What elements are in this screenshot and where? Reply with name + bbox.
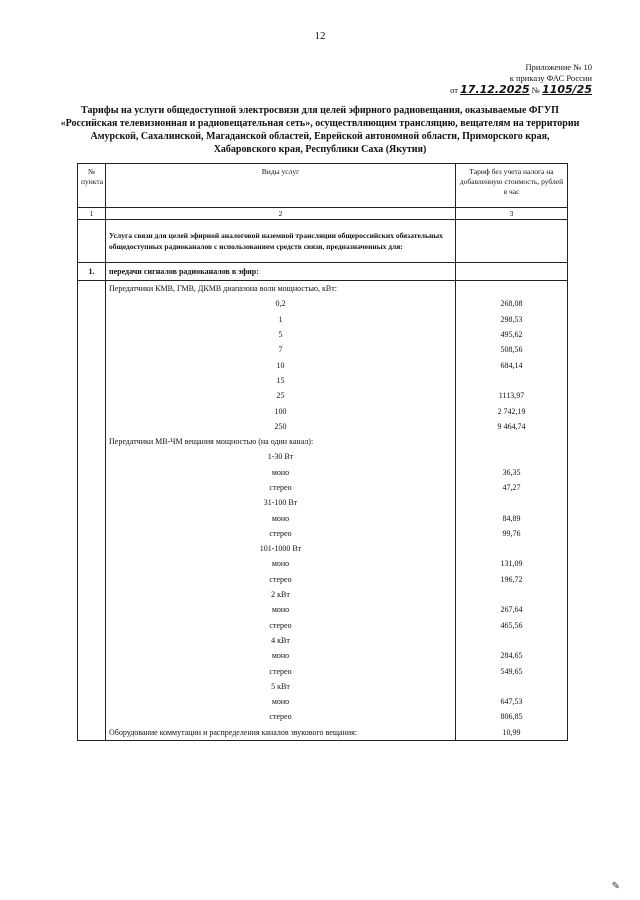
row-value: 10,99: [456, 725, 568, 741]
row-value: [456, 495, 568, 510]
row-label: 5 кВт: [106, 679, 456, 694]
row-label: моно: [106, 694, 456, 709]
row-number-cell: [78, 679, 106, 694]
table-row: [78, 648, 568, 663]
annex-line-1: Приложение № 10: [525, 62, 592, 72]
row-number-cell: [78, 296, 106, 311]
row-value: [456, 541, 568, 556]
row-number-cell: [78, 495, 106, 510]
row-number-cell: [78, 480, 106, 495]
row-label: моно: [106, 602, 456, 617]
table-row: [78, 572, 568, 587]
row-value: 495,62: [456, 327, 568, 342]
row-value: 508,56: [456, 342, 568, 357]
row-value: 131,09: [456, 556, 568, 571]
page-number: 12: [314, 30, 326, 42]
row-value: 196,72: [456, 572, 568, 587]
row-label: Передатчики КМВ, ГМВ, ДКМВ диапазона волн мощностью, кВт:: [106, 281, 456, 297]
row-number-cell: [78, 434, 106, 449]
column-number-row: [78, 208, 568, 220]
table-row: [78, 465, 568, 480]
annex-order-line: [442, 84, 592, 96]
row-number-cell: [78, 587, 106, 602]
table-row: [78, 495, 568, 510]
row-label: 4 кВт: [106, 633, 456, 648]
row-number-cell: [78, 572, 106, 587]
row-value: [456, 587, 568, 602]
row-number-cell: [78, 541, 106, 556]
table-row: [78, 357, 568, 372]
row-value: 2 742,19: [456, 403, 568, 418]
row-label: моно: [106, 510, 456, 525]
header-service-types: Виды услуг: [106, 164, 456, 208]
row-label: Передатчики МВ-ЧМ вещания мощностью (на один канал):: [106, 434, 456, 449]
table-row: [78, 419, 568, 434]
table-row: [78, 434, 568, 449]
row-number-cell: [78, 725, 106, 741]
subsection-description: передачи сигналов радиоканалов в эфир:: [106, 263, 456, 281]
table-row: [78, 449, 568, 464]
row-number-cell: [78, 633, 106, 648]
table-row: [78, 388, 568, 403]
annex-order-number: 1105/25: [542, 83, 592, 96]
row-value: 806,85: [456, 709, 568, 724]
row-number-cell: [78, 526, 106, 541]
section-description: Услуга связи для целей эфирной аналоговой наземной трансляции общероссийских обязательных общедоступных радиоканалов с использованием средств связи, предназначенных для:: [106, 220, 456, 263]
row-label: стерео: [106, 480, 456, 495]
table-row: [78, 510, 568, 525]
column-number-3: 3: [456, 208, 568, 220]
row-label: 0,2: [106, 296, 456, 311]
subsection-row: [78, 263, 568, 281]
row-value: 268,08: [456, 296, 568, 311]
row-label: моно: [106, 648, 456, 663]
row-number-cell: [78, 602, 106, 617]
row-number-cell: [78, 403, 106, 418]
row-value: 647,53: [456, 694, 568, 709]
header-item-number: № пункта: [78, 164, 106, 208]
row-value: 1113,97: [456, 388, 568, 403]
row-value: 47,27: [456, 480, 568, 495]
table-row: [78, 556, 568, 571]
row-value: 84,89: [456, 510, 568, 525]
row-label: моно: [106, 556, 456, 571]
table-row: [78, 633, 568, 648]
annex-date: 17.12.2025: [460, 83, 530, 96]
column-number-1: 1: [78, 208, 106, 220]
row-label: 31-100 Вт: [106, 495, 456, 510]
table-row: [78, 694, 568, 709]
document-title: Тарифы на услуги общедоступной электросвязи для целей эфирного радиовещания, оказываемые ФГУП «Российская телевизионная и радиовещательная сеть», осуществляющим трансляцию, вещателям на территории Амурской, Сахалинской, Магаданской областей, Еврейской автономной области, Приморского края, Хабаровского края, Республики Саха (Якутия): [60, 105, 580, 155]
row-number-cell: [78, 327, 106, 342]
row-value: 298,53: [456, 312, 568, 327]
section-value-cell: [456, 220, 568, 263]
row-label: 100: [106, 403, 456, 418]
row-value: [456, 449, 568, 464]
row-label: 2 кВт: [106, 587, 456, 602]
table-row: [78, 602, 568, 617]
row-label: стерео: [106, 709, 456, 724]
tariff-table-body: [78, 164, 568, 741]
row-label: моно: [106, 465, 456, 480]
table-row: [78, 663, 568, 678]
table-row: [78, 327, 568, 342]
row-number-cell: [78, 510, 106, 525]
row-label: Оборудование коммутации и распределения каналов звукового вещания:: [106, 725, 456, 741]
row-label: стерео: [106, 526, 456, 541]
row-label: стерео: [106, 663, 456, 678]
column-number-2: 2: [106, 208, 456, 220]
row-number-cell: [78, 312, 106, 327]
table-row: [78, 679, 568, 694]
row-value: [456, 679, 568, 694]
row-value: 267,64: [456, 602, 568, 617]
row-number-cell: [78, 281, 106, 297]
row-value: 465,56: [456, 618, 568, 633]
section-number-cell: [78, 220, 106, 263]
row-number-cell: [78, 342, 106, 357]
row-label: 101-1000 Вт: [106, 541, 456, 556]
annex-line-2: к приказу ФАС России: [509, 73, 592, 83]
subsection-number: 1.: [78, 263, 106, 281]
row-number-cell: [78, 419, 106, 434]
row-value: 284,65: [456, 648, 568, 663]
table-row: [78, 725, 568, 741]
table-row: [78, 709, 568, 724]
row-value: 684,14: [456, 357, 568, 372]
row-number-cell: [78, 648, 106, 663]
row-value: 549,65: [456, 663, 568, 678]
table-row: [78, 281, 568, 297]
row-value: 36,35: [456, 465, 568, 480]
table-row: [78, 526, 568, 541]
annex-from-label: от: [450, 85, 458, 95]
row-number-cell: [78, 357, 106, 372]
row-value: 9 464,74: [456, 419, 568, 434]
row-number-cell: [78, 556, 106, 571]
tariff-table: [77, 163, 568, 741]
table-row: [78, 312, 568, 327]
row-number-cell: [78, 449, 106, 464]
row-number-cell: [78, 694, 106, 709]
table-row: [78, 296, 568, 311]
table-row: [78, 618, 568, 633]
row-label: стерео: [106, 618, 456, 633]
row-value: [456, 633, 568, 648]
row-number-cell: [78, 618, 106, 633]
subsection-value-cell: [456, 263, 568, 281]
section-row: [78, 220, 568, 263]
annex-block: [442, 62, 592, 96]
row-label: стерео: [106, 572, 456, 587]
row-number-cell: [78, 388, 106, 403]
row-value: 99,76: [456, 526, 568, 541]
table-row: [78, 342, 568, 357]
row-label: 15: [106, 373, 456, 388]
table-row: [78, 373, 568, 388]
row-number-cell: [78, 663, 106, 678]
table-row: [78, 480, 568, 495]
row-label: 5: [106, 327, 456, 342]
row-label: 25: [106, 388, 456, 403]
row-value: [456, 281, 568, 297]
signature-mark: ✎: [611, 881, 620, 892]
row-number-cell: [78, 709, 106, 724]
row-label: 1-30 Вт: [106, 449, 456, 464]
annex-number-label: №: [531, 85, 540, 95]
header-tariff: Тариф без учета налога на добавленную стоимость, рублей в час: [456, 164, 568, 208]
row-number-cell: [78, 373, 106, 388]
header-row: [78, 164, 568, 208]
table-row: [78, 541, 568, 556]
row-label: 1: [106, 312, 456, 327]
table-row: [78, 403, 568, 418]
row-value: [456, 434, 568, 449]
row-value: [456, 373, 568, 388]
row-label: 7: [106, 342, 456, 357]
row-number-cell: [78, 465, 106, 480]
row-label: 10: [106, 357, 456, 372]
table-row: [78, 587, 568, 602]
row-label: 250: [106, 419, 456, 434]
